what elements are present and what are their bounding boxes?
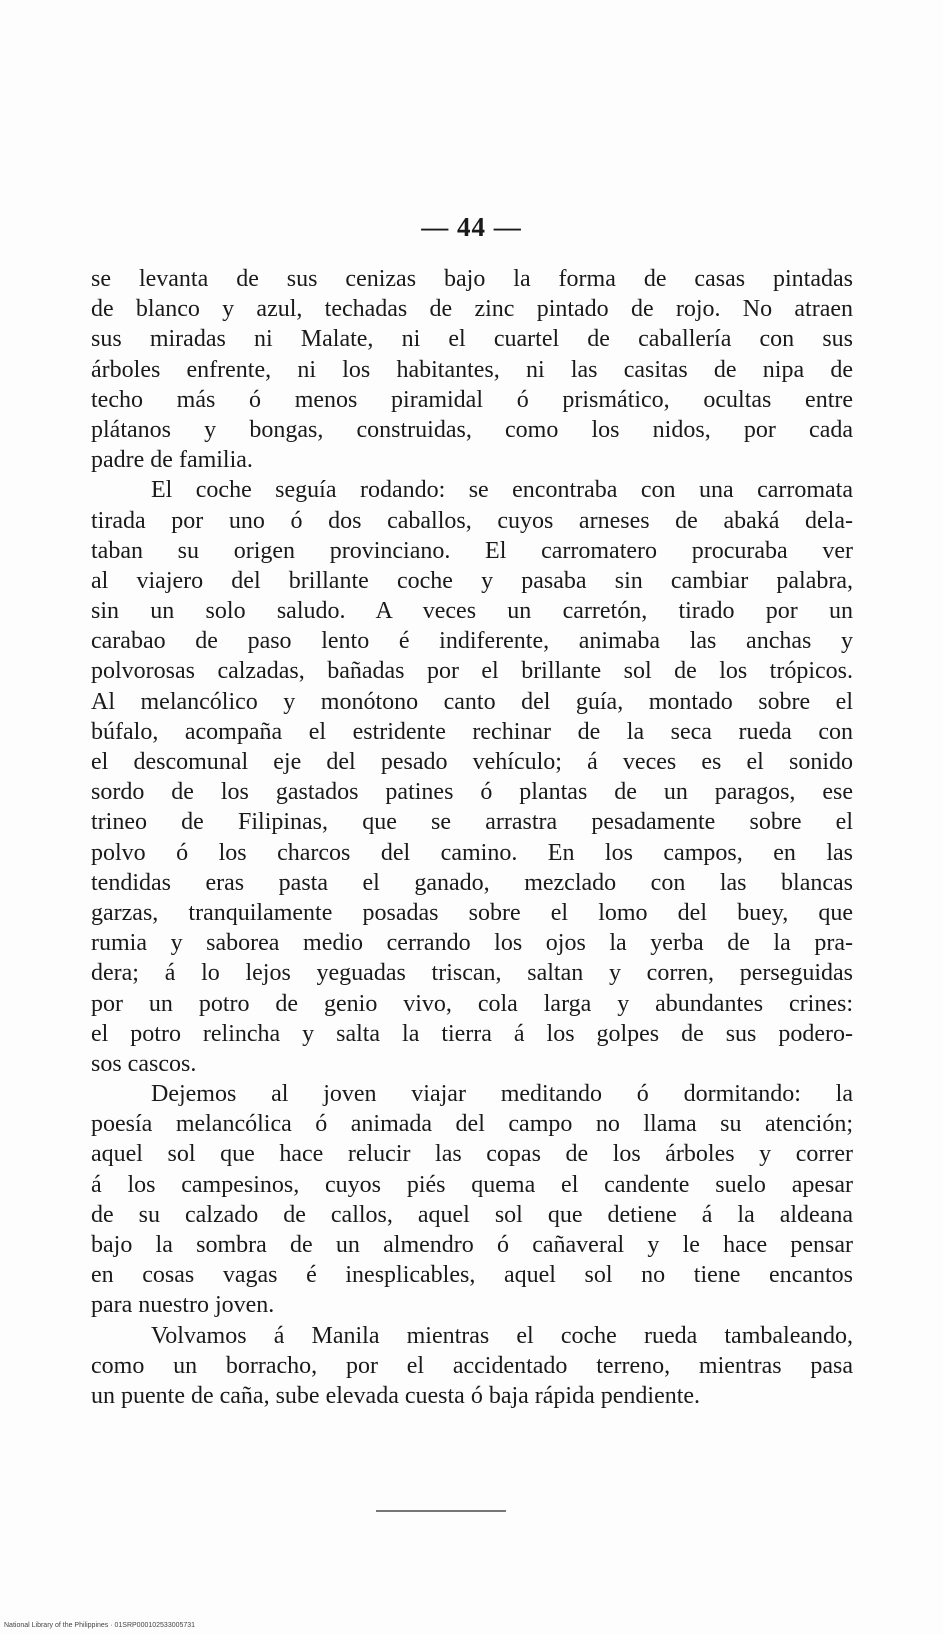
text-line: búfalo, acompaña el estridente rechinar de la seca rueda con <box>91 718 853 745</box>
text-line: como un borracho, por el accidentado terreno, mientras pasa <box>91 1352 853 1379</box>
text-line: de su calzado de callos, aquel sol que detiene á la aldeana <box>91 1201 853 1228</box>
text-line: sos cascos. <box>91 1050 197 1077</box>
text-line: para nuestro joven. <box>91 1292 275 1319</box>
text-line: rumia y saborea medio cerrando los ojos la yerba de la pra- <box>91 930 853 957</box>
text-line: tendidas eras pasta el ganado, mezclado con las blancas <box>91 869 853 896</box>
text-line: poesía melancólica ó animada del campo no llama su atención; <box>91 1111 853 1138</box>
text-line: Volvamos á Manila mientras el coche rueda tambaleando, <box>151 1322 853 1349</box>
text-line: á los campesinos, cuyos piés quema el candente suelo apesar <box>91 1171 853 1198</box>
text-line: aquel sol que hace relucir las copas de los árboles y correr <box>91 1141 853 1168</box>
text-line: padre de familia. <box>91 447 253 474</box>
text-line: trineo de Filipinas, que se arrastra pesadamente sobre el <box>91 809 853 836</box>
text-line: tirada por uno ó dos caballos, cuyos arneses de abaká dela- <box>91 507 853 534</box>
page-number: — 44 — <box>421 212 522 242</box>
text-line: techo más ó menos piramidal ó prismático, ocultas entre <box>91 386 853 413</box>
text-line: plátanos y bongas, construidas, como los nidos, por cada <box>91 416 853 443</box>
text-line: sus miradas ni Malate, ni el cuartel de caballería con sus <box>91 326 853 353</box>
text-line: taban su origen provinciano. El carromatero procuraba ver <box>91 537 853 564</box>
text-line: se levanta de sus cenizas bajo la forma de casas pintadas <box>91 266 853 292</box>
text-line: polvorosas calzadas, bañadas por el brillante sol de los trópicos. <box>91 658 853 685</box>
text-line: por un potro de genio vivo, cola larga y abundantes crines: <box>91 990 853 1017</box>
text-line: garzas, tranquilamente posadas sobre el lomo del buey, que <box>91 899 853 926</box>
text-line: polvo ó los charcos del camino. En los campos, en las <box>91 839 853 866</box>
text-line: un puente de caña, sube elevada cuesta ó baja rápida pendiente. <box>91 1382 701 1409</box>
text-line: el potro relincha y salta la tierra á los golpes de sus podero- <box>91 1020 853 1047</box>
text-line: en cosas vagas é inesplicables, aquel sol no tiene encantos <box>91 1262 853 1289</box>
text-line: dera; á lo lejos yeguadas triscan, saltan y corren, perseguidas <box>91 960 853 987</box>
text-line: árboles enfrente, ni los habitantes, ni las casitas de nipa de <box>91 356 853 383</box>
body-text <box>91 264 853 1411</box>
text-line: carabao de paso lento é indiferente, animaba las anchas y <box>91 628 853 655</box>
text-line: de blanco y azul, techadas de zinc pintado de rojo. No atraen <box>91 296 853 323</box>
text-line: sordo de los gastados patines ó plantas de un paragos, ese <box>91 779 853 806</box>
text-line: bajo la sombra de un almendro ó cañaveral y le hace pensar <box>91 1232 853 1258</box>
text-line: sin un solo saludo. A veces un carretón, tirado por un <box>91 598 853 625</box>
text-line: el descomunal eje del pesado vehículo; á veces es el sonido <box>91 749 853 775</box>
text-line: Dejemos al joven viajar meditando ó dormitando: la <box>151 1081 853 1108</box>
text-line: Al melancólico y monótono canto del guía, montado sobre el <box>91 688 853 715</box>
text-line: al viajero del brillante coche y pasaba sin cambiar palabra, <box>91 567 853 594</box>
end-rule <box>376 1510 506 1512</box>
archive-footer: National Library of the Philippines · 01SRP000102533005731 <box>4 1622 196 1629</box>
text-line: El coche seguía rodando: se encontraba con una carromata <box>151 477 853 504</box>
